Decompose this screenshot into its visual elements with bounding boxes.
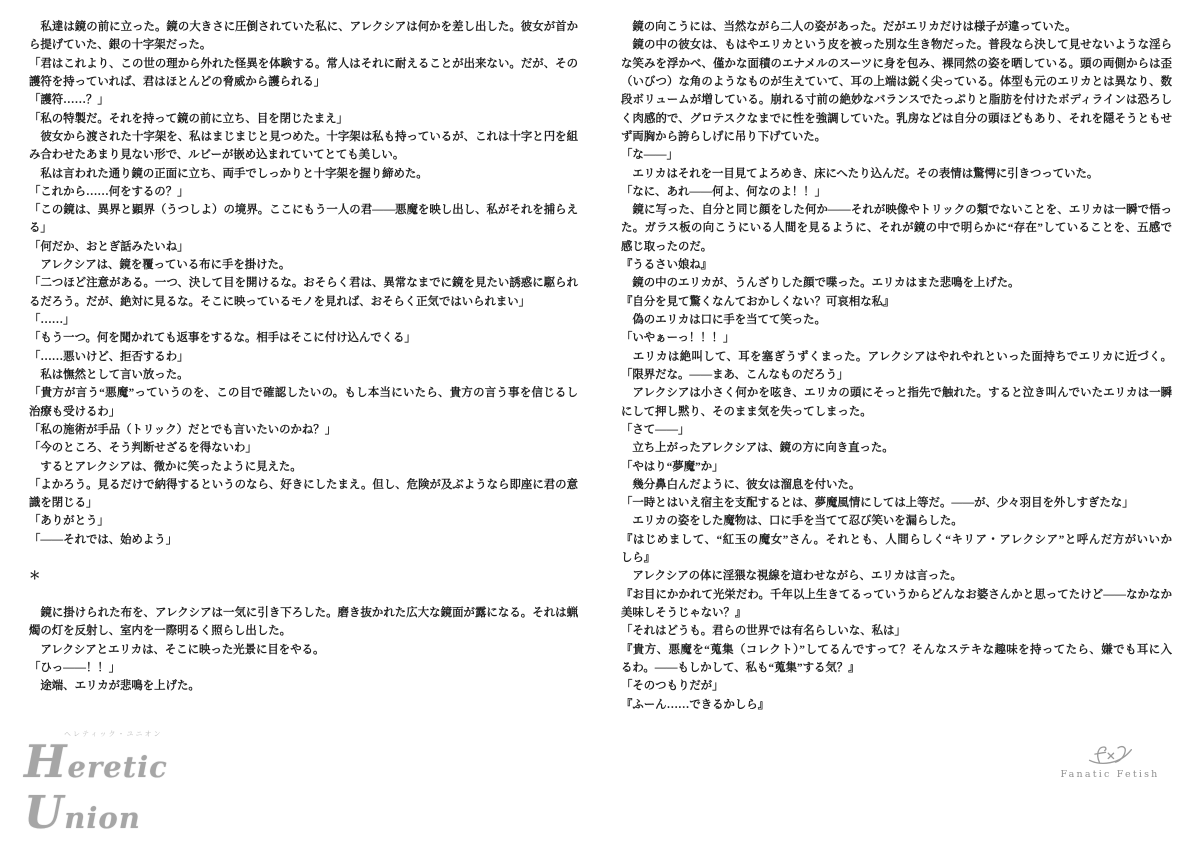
text-line: エリカはそれを一目見てよろめき、床にへたり込んだ。その表情は驚愕に引きつっていた。 (621, 167, 1099, 180)
text-line: 幾分鼻白んだように、彼女は溜息を付いた。 (621, 478, 861, 491)
text-line: 「……」 (29, 314, 75, 326)
text-line: 「ひっ――！！」 (29, 661, 121, 674)
text-line: た。ガラス板の向こうにいる人間を見るように、それが鏡の中で明らかに“存在”していることを、五感で (621, 222, 1172, 235)
text-line: 『自分を見て驚くなんておかしくない？可哀相な私』 (621, 295, 895, 308)
text-line: 途端、エリカが悲鳴を上げた。 (29, 680, 200, 693)
text-line: 私達は鏡の前に立った。鏡の大きさに圧倒されていた私に、アレクシアは何かを差し出した。彼女が首か (29, 21, 578, 33)
text-line: 美味しそうじゃない？』 (621, 607, 747, 619)
text-line: 『ふーん……できるかしら』 (621, 698, 770, 711)
text-line: アレクシアの体に淫猥な視線を這わせながら、エリカは言った。 (621, 570, 962, 583)
text-column-right (621, 18, 1172, 714)
series-logo-title: Heretic Union (24, 735, 168, 839)
text-line: 「さて――」 (621, 423, 690, 436)
text-line: アレクシアは、鏡を覆っている布に手を掛けた。 (29, 259, 291, 272)
text-line: 護符を持っていれば、君はほとんどの脅威から護られる」 (29, 75, 326, 88)
text-line: 『お目にかかれて光栄だわ。千年以上生きてるっていうからどんなお婆さんかと思ってたけど――なかなか (621, 588, 1172, 601)
text-line: 「……悪いけど、拒否するわ」 (29, 350, 189, 363)
text-line: 「これから……何をするの？」 (29, 185, 189, 198)
text-line: 燭の灯を反射し、室内を一際明るく照らし出した。 (29, 625, 291, 638)
text-line: 「護符……？」 (29, 94, 109, 107)
text-line: 「二つほど注意がある。一つ、決して目を開けるな。おそらく君は、異常なまでに鏡を見たい誘惑に駆られ (29, 277, 578, 290)
text-line: ら提げていた、銀の十字架だった。 (29, 39, 212, 52)
text-line: 鏡の中の彼女は、もはやエリカという皮を被った別な生き物だった。普段なら決して見せないような淫ら (621, 39, 1172, 52)
text-line: 「なに、あれ――何よ、何なのよ！！」 (621, 185, 827, 198)
text-line: 識を閉じる」 (29, 497, 98, 510)
text-line: 「何だか、おとぎ話みたいね」 (29, 240, 189, 253)
text-line: 「今のところ、そう判断せざるを得ないわ」 (29, 442, 257, 455)
text-line: る」 (29, 222, 52, 235)
text-line: み合わせたあまり見ない形で、ルビーが嵌め込まれていてとても美しい。 (29, 149, 405, 162)
text-line: 「私の施術が手品（トリック）だとでも言いたいのかね？」 (29, 423, 337, 436)
text-line: 「ありがとう」 (29, 515, 109, 528)
text-line: 『はじめまして、“紅玉の魔女”さん。それとも、人間らしく“キリア・アレクシア”と呼んだ方がいいか (621, 533, 1172, 546)
text-line: エリカの姿をした魔物は、口に手を当てて忍び笑いを漏らした。 (621, 515, 963, 528)
text-line: 私は憮然として言い放った。 (29, 368, 189, 381)
text-line: 「貴方が言う“悪魔”っていうのを、この目で確認したいの。もし本当にいたら、貴方の言う事を信じるし (29, 387, 578, 400)
text-line: 「な――」 (621, 149, 678, 162)
text-line: 「私の特製だ。それを持って鏡の前に立ち、目を閉じたまえ」 (29, 112, 348, 125)
text-column-left (29, 18, 578, 696)
text-line: るだろう。だが、絶対に見るな。そこに映っているモノを見れば、おそらく正気ではいられまい」 (29, 295, 531, 308)
text-line: 「いやぁーっ！！！」 (621, 332, 735, 345)
text-line: 『貴方、悪魔を“蒐集（コレクト）”してるんですって？そんなステキな趣味を持ってたら、嫌でも耳に入 (621, 643, 1172, 656)
ff-script-monogram-icon (1086, 742, 1134, 768)
text-line: 段ボリュームが増している。崩れる寸前の絶妙なバランスでたっぷりと脂肪を付けたボディラインは恐ろし (621, 94, 1172, 107)
text-line: 「――それでは、始めよう」 (29, 533, 178, 546)
text-line: しら』 (621, 552, 656, 565)
text-line: 「一時とはいえ宿主を支配するとは、夢魔風情にしては上等だ。――が、少々羽目を外しすぎたな」 (621, 497, 1134, 510)
text-line: 「それはどうも。君らの世界では有名らしいな、私は」 (621, 625, 906, 638)
text-line: く肉感的で、グロテスクなまでに性を強調していた。乳房などは自分の頭ほどもあり、それを隠そうともせ (621, 112, 1172, 125)
text-line: 鏡に掛けられた布を、アレクシアは一気に引き下ろした。磨き抜かれた広大な鏡面が露になる。それは蝋 (29, 607, 578, 619)
text-line: るわ。――もしかして、私も“蒐集”する気？』 (621, 661, 860, 674)
text-line: 「やはり“夢魔”か」 (621, 460, 724, 473)
text-line: エリカは絶叫して、耳を塞ぎうずくまった。アレクシアはやれやれといった面持ちでエリカに近づく。 (621, 350, 1172, 363)
text-line: な笑みを浮かべ、僅かな面積のエナメルのスーツに身を包み、裸同然の姿を晒している。頭の両側からは歪 (621, 57, 1172, 70)
text-line: 「君はこれより、この世の理から外れた怪異を体験する。常人はそれに耐えることが出来ない。だが、その (29, 57, 578, 70)
text-line: 治療も受けるわ」 (29, 405, 121, 418)
text-line: アレクシアは小さく何かを呟き、エリカの頭にそっと指先で触れた。すると泣き叫んでいたエリカは一瞬 (621, 387, 1172, 400)
text-line: 「よかろう。見るだけで納得するというのなら、好きにしたまえ。但し、危険が及ぶようなら即座に君の意 (29, 478, 578, 491)
text-line: （いびつ）な角のようなものが生えていて、耳の上端は鋭く尖っている。体型も元のエリカとは異なり、数 (621, 75, 1172, 88)
section-divider: ＊ (29, 570, 41, 583)
text-line: 「限界だな。――まあ、こんなものだろう」 (621, 368, 849, 381)
text-line: ず両胸から誇らしげに吊り下げていた。 (621, 130, 827, 143)
series-logo (24, 730, 284, 841)
text-line: 「そのつもりだが」 (621, 680, 724, 693)
publisher-name: Fanatic Fetish (1060, 769, 1160, 780)
text-line: 鏡の向こうには、当然ながら二人の姿があった。だがエリカだけは様子が違っていた。 (621, 21, 1077, 33)
publisher-logo (1060, 742, 1160, 780)
text-line: 「この鏡は、異界と顕界（うつしよ）の境界。ここにもう一人の君――悪魔を映し出し、私がそれを捕らえ (29, 204, 578, 217)
text-line: 鏡の中のエリカが、うんざりした顔で喋った。エリカはまた悲鳴を上げた。 (621, 277, 1020, 290)
series-logo-katakana: ヘレティック・ユニオン (64, 731, 163, 738)
text-line: 『うるさい娘ね』 (621, 259, 713, 272)
text-line: 鏡に写った、自分と同じ顔をした何か――それが映像やトリックの類でないことを、エリカは一瞬で悟っ (621, 204, 1172, 217)
text-line: アレクシアとエリカは、そこに映った光景に目をやる。 (29, 643, 325, 656)
text-line: するとアレクシアは、微かに笑ったように見えた。 (29, 460, 302, 473)
text-line: 偽のエリカは口に手を当てて笑った。 (621, 314, 826, 326)
text-line: 立ち上がったアレクシアは、鏡の方に向き直った。 (621, 442, 894, 455)
text-line: にして押し黙り、そのまま気を失ってしまった。 (621, 405, 872, 418)
text-line: 彼女から渡された十字架を、私はまじまじと見つめた。十字架は私も持っているが、これは十字と円を組 (29, 130, 578, 143)
text-line: 私は言われた通り鏡の正面に立ち、両手でしっかりと十字架を握り締めた。 (29, 167, 428, 180)
text-line: 感じ取ったのだ。 (621, 240, 713, 253)
text-line: 「もう一つ。何を聞かれても返事をするな。相手はそこに付け込んでくる」 (29, 332, 416, 345)
